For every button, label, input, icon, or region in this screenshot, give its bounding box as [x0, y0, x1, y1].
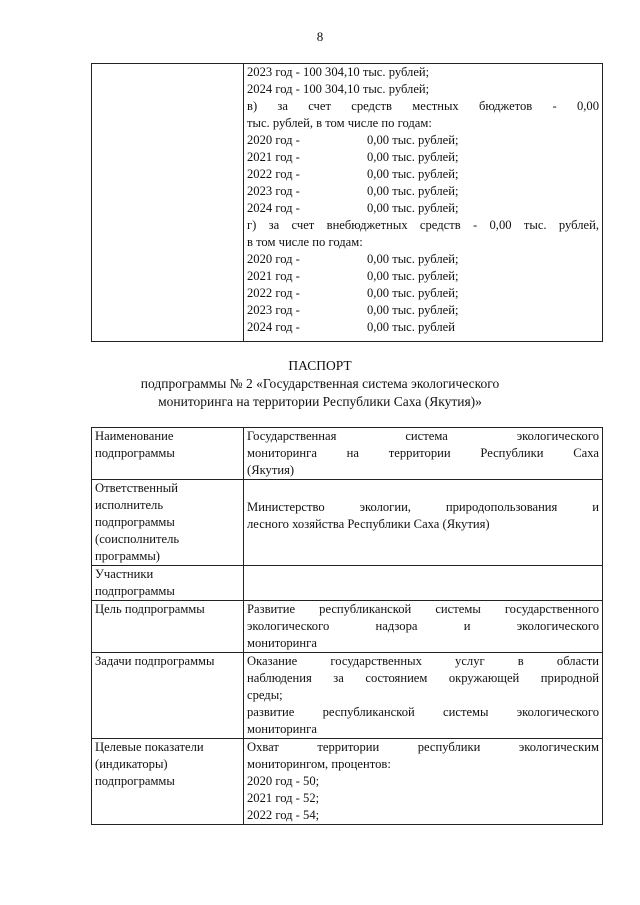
text-line: 2024 год - 100 304,10 тыс. рублей; — [247, 82, 430, 96]
text-line: среды; — [247, 688, 283, 702]
table-row — [92, 64, 603, 342]
value-cell-participants — [244, 566, 603, 601]
table-row — [92, 653, 603, 739]
year-label: 2023 год - — [247, 184, 300, 198]
row-label-line: (индикаторы) — [95, 757, 168, 771]
row-label-line: Ответственный — [95, 481, 178, 495]
row-label-line: подпрограммы — [95, 446, 175, 460]
row-label-line: Целевые показатели — [95, 740, 204, 754]
text-line: Охват территории республики экологическим — [247, 740, 599, 754]
row-label-line: подпрограммы — [95, 515, 175, 529]
passport-header — [0, 357, 640, 411]
funding-year-line — [247, 183, 599, 200]
value-cell-name — [244, 428, 603, 480]
funding-year-line — [247, 251, 599, 268]
page-number: 8 — [316, 29, 324, 44]
row-label-line: Участники — [95, 567, 154, 581]
text-line: Министерство экологии, природопользования и — [247, 500, 599, 514]
passport-title: ПАСПОРТ — [288, 358, 352, 373]
row-label-line: (соисполнитель — [95, 532, 180, 546]
empty-label-cell — [92, 64, 244, 342]
text-line: развитие республиканской системы экологического — [247, 705, 599, 719]
label-cell-participants — [92, 566, 244, 601]
year-label: 2024 год - — [247, 320, 300, 334]
text-line: наблюдения за состоянием окружающей природной — [247, 671, 599, 685]
funding-continuation-table — [91, 63, 603, 342]
table-row — [92, 566, 603, 601]
funding-year-line — [247, 302, 599, 319]
amount-value: 0,00 тыс. рублей; — [367, 286, 459, 300]
row-label-line: программы) — [95, 549, 160, 563]
passport-subtitle-line-1: подпрограммы № 2 «Государственная система экологического — [140, 376, 500, 391]
amount-value: 0,00 тыс. рублей; — [367, 133, 459, 147]
year-label: 2022 год - — [247, 167, 300, 181]
funding-year-line — [247, 149, 599, 166]
value-cell-goal — [244, 601, 603, 653]
funding-year-line — [247, 132, 599, 149]
funding-year-line — [247, 319, 599, 336]
table-row — [92, 480, 603, 566]
year-label: 2020 год - — [247, 133, 300, 147]
passport-subtitle-line-2: мониторинга на территории Республики Саха (Якутия)» — [158, 394, 482, 409]
label-cell-responsible — [92, 480, 244, 566]
text-line: мониторинга — [247, 636, 317, 650]
amount-value: 0,00 тыс. рублей; — [367, 269, 459, 283]
year-label: 2022 год - — [247, 286, 300, 300]
table-row — [92, 428, 603, 480]
amount-value: 0,00 тыс. рублей; — [367, 303, 459, 317]
amount-value: 0,00 тыс. рублей — [367, 320, 456, 334]
amount-value: 0,00 тыс. рублей; — [367, 150, 459, 164]
table-row — [92, 601, 603, 653]
label-cell-tasks — [92, 653, 244, 739]
row-label-line: исполнитель — [95, 498, 164, 512]
text-line: Оказание государственных услуг в области — [247, 654, 599, 668]
table-row — [92, 739, 603, 825]
text-line: 2023 год - 100 304,10 тыс. рублей; — [247, 65, 430, 79]
row-label-line: подпрограммы — [95, 774, 175, 788]
row-label-line: подпрограммы — [95, 584, 175, 598]
year-label: 2023 год - — [247, 303, 300, 317]
text-line: Государственная система экологического — [247, 429, 599, 443]
year-label: 2021 год - — [247, 269, 300, 283]
row-label-line: Цель подпрограммы — [95, 602, 205, 616]
text-line: в) за счет средств местных бюджетов - 0,00 — [247, 99, 599, 113]
text-line: тыс. рублей, в том числе по годам: — [247, 116, 432, 130]
funding-details-cell — [244, 64, 603, 342]
text-line: в том числе по годам: — [247, 235, 363, 249]
text-line: экологического надзора и экологического — [247, 619, 599, 633]
amount-value: 0,00 тыс. рублей; — [367, 201, 459, 215]
value-cell-tasks — [244, 653, 603, 739]
funding-year-line — [247, 285, 599, 302]
label-cell-goal — [92, 601, 244, 653]
year-label: 2020 год - — [247, 252, 300, 266]
value-cell-indicators — [244, 739, 603, 825]
row-label-line: Наименование — [95, 429, 174, 443]
text-line: мониторингом, процентов: — [247, 757, 391, 771]
funding-year-line — [247, 166, 599, 183]
label-cell-name — [92, 428, 244, 480]
text-line: 2022 год - 54; — [247, 808, 320, 822]
label-cell-indicators — [92, 739, 244, 825]
funding-year-line — [247, 200, 599, 217]
value-cell-responsible — [244, 480, 603, 566]
text-line: лесного хозяйства Республики Саха (Якутия) — [247, 517, 490, 531]
year-label: 2021 год - — [247, 150, 300, 164]
text-line: Развитие республиканской системы государственного — [247, 602, 599, 616]
text-line: мониторинга — [247, 722, 317, 736]
text-line: (Якутия) — [247, 463, 295, 477]
text-line: 2020 год - 50; — [247, 774, 320, 788]
amount-value: 0,00 тыс. рублей; — [367, 252, 459, 266]
year-label: 2024 год - — [247, 201, 300, 215]
amount-value: 0,00 тыс. рублей; — [367, 167, 459, 181]
text-line: мониторинга на территории Республики Саха — [247, 446, 599, 460]
funding-year-line — [247, 268, 599, 285]
text-line: г) за счет внебюджетных средств - 0,00 тыс. рублей, — [247, 218, 599, 232]
text-line: 2021 год - 52; — [247, 791, 320, 805]
amount-value: 0,00 тыс. рублей; — [367, 184, 459, 198]
row-label-line: Задачи подпрограммы — [95, 654, 215, 668]
passport-table — [91, 427, 603, 825]
